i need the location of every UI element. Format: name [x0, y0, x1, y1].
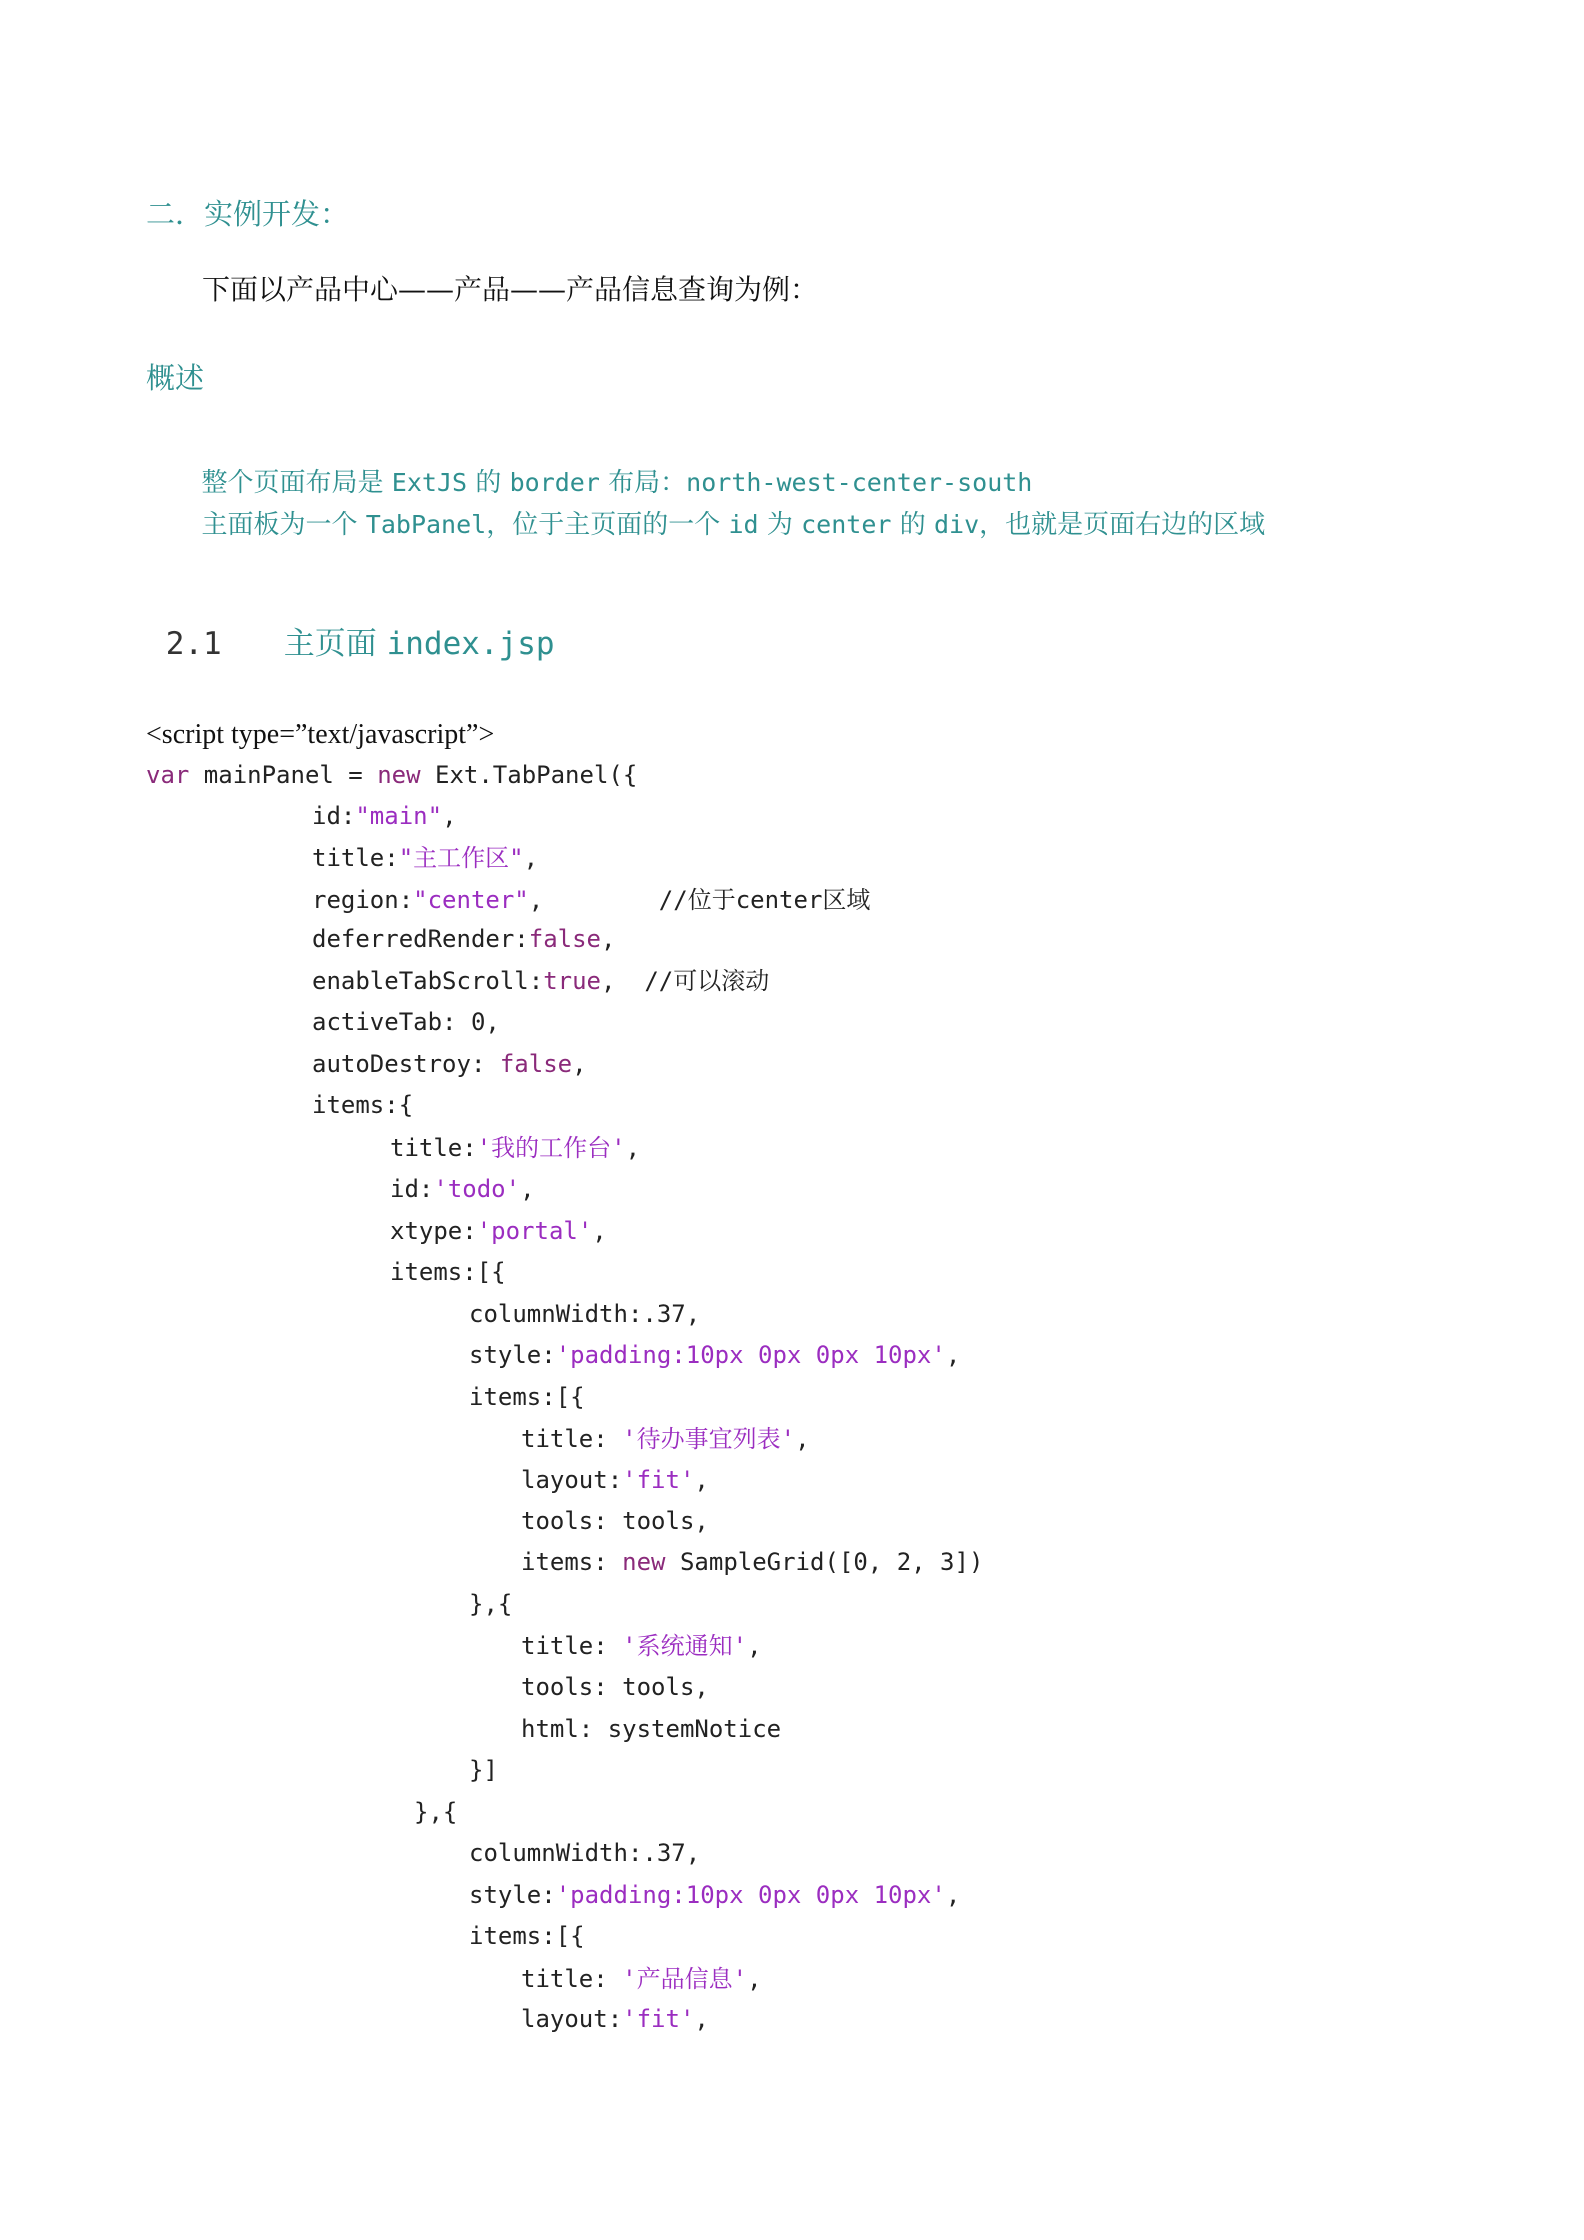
code-line [469, 1379, 585, 1415]
code-token: id: [390, 1175, 434, 1203]
code-string: "center" [413, 886, 529, 914]
code-token: columnWidth:.37, [469, 1839, 701, 1867]
code-line [521, 1669, 709, 1705]
script-open-tag: <script type=”text/javascript”> [146, 719, 495, 750]
code-keyword: true [543, 967, 601, 995]
code-token: title: [521, 1965, 623, 1993]
code-token: enableTabScroll: [312, 967, 544, 995]
overview-title: 概述 [146, 361, 205, 395]
code-token: },{ [469, 1590, 513, 1618]
code-token: , [528, 886, 659, 914]
code-line [521, 1544, 983, 1580]
code-token: , [592, 1217, 607, 1245]
code-keyword: new [377, 761, 421, 789]
code-line [521, 2001, 709, 2037]
code-token: , [625, 1134, 641, 1162]
code-line [312, 1087, 413, 1123]
section-heading: 二．实例开发： [146, 197, 350, 231]
code-line [312, 921, 615, 957]
overview-line-1: 整个页面布局是 ExtJS 的 border 布局：north-west-center-south [201, 468, 1033, 498]
code-string: 'padding:10px 0px 0px 10px' [555, 1341, 946, 1369]
code-line [521, 1503, 709, 1539]
code-token: , [945, 1881, 961, 1909]
code-comment: //可以滚动 [644, 967, 770, 995]
code-token: autoDestroy: [312, 1050, 500, 1078]
code-token: layout: [521, 2005, 623, 2033]
code-line [390, 1130, 640, 1166]
code-token: , [747, 1632, 762, 1660]
code-token: , [601, 925, 616, 953]
code-token: items: [521, 1548, 623, 1576]
code-line [521, 1462, 709, 1498]
code-token: deferredRender: [312, 925, 529, 953]
code-token: , [572, 1050, 587, 1078]
code-string: '待办事宜列表' [622, 1425, 796, 1453]
overview-line-2: 主面板为一个 TabPanel，位于主页面的一个 id 为 center 的 div，也就是页面右边的区域 [201, 510, 1266, 540]
code-token: , [747, 1965, 762, 1993]
code-token: items:[{ [469, 1922, 585, 1950]
code-token: },{ [414, 1798, 458, 1826]
code-line [469, 1296, 700, 1332]
code-line [521, 1628, 762, 1664]
code-token: tools: tools, [521, 1673, 709, 1701]
subsection-heading: 2.1 主页面 index.jsp [165, 626, 555, 662]
code-token: layout: [521, 1466, 623, 1494]
code-string: '我的工作台' [476, 1134, 626, 1162]
code-token: title: [521, 1425, 623, 1453]
code-string: 'padding:10px 0px 0px 10px' [555, 1881, 946, 1909]
code-string: 'portal' [476, 1217, 593, 1245]
code-line [469, 1752, 498, 1788]
code-token: , [694, 2005, 709, 2033]
code-token: , [520, 1175, 535, 1203]
code-token: items:{ [312, 1091, 414, 1119]
code-token: SampleGrid([0, 2, 3]) [665, 1548, 984, 1576]
code-string: "主工作区" [398, 844, 524, 872]
code-string: 'todo' [433, 1175, 521, 1203]
code-line [312, 1004, 500, 1040]
code-line [469, 1337, 960, 1373]
code-line [312, 882, 870, 918]
code-comment: //位于center区域 [658, 886, 871, 914]
code-line [469, 1586, 512, 1622]
code-token: , [694, 1466, 709, 1494]
code-token: items:[{ [469, 1383, 585, 1411]
code-token: , [795, 1425, 810, 1453]
code-line [521, 1961, 762, 1997]
code-keyword: false [528, 925, 601, 953]
intro-text: 下面以产品中心——产品——产品信息查询为例： [202, 273, 819, 306]
code-string: 'fit' [622, 2005, 695, 2033]
code-token: style: [469, 1881, 556, 1909]
code-line [312, 798, 457, 834]
code-line [469, 1835, 700, 1871]
code-line [390, 1171, 535, 1207]
code-keyword: new [622, 1548, 666, 1576]
code-token: columnWidth:.37, [469, 1300, 701, 1328]
code-token: title: [390, 1134, 477, 1162]
code-line [469, 1918, 585, 1954]
code-line [390, 1254, 506, 1290]
code-token: tools: tools, [521, 1507, 709, 1535]
code-token: , [442, 802, 457, 830]
code-string: '产品信息' [622, 1965, 748, 1993]
code-line [312, 840, 538, 876]
code-token: id: [312, 802, 356, 830]
code-token: title: [521, 1632, 623, 1660]
code-keyword: var [146, 761, 190, 789]
code-line [390, 1213, 607, 1249]
code-line [414, 1794, 457, 1830]
code-keyword: false [499, 1050, 573, 1078]
code-token: mainPanel = [189, 761, 378, 789]
code-string: '系统通知' [622, 1632, 748, 1660]
code-string: 'fit' [622, 1466, 695, 1494]
code-line [521, 1421, 810, 1457]
code-line [312, 1046, 587, 1082]
code-token: }] [469, 1756, 498, 1784]
code-token: title: [312, 844, 399, 872]
code-token: Ext.TabPanel({ [420, 761, 638, 789]
code-token: html: systemNotice [521, 1715, 782, 1743]
code-token: region: [312, 886, 414, 914]
code-token: items:[{ [390, 1258, 506, 1286]
code-token: , [945, 1341, 961, 1369]
code-token: , [523, 844, 539, 872]
code-token: activeTab: 0, [312, 1008, 500, 1036]
code-string: "main" [355, 802, 443, 830]
code-token: xtype: [390, 1217, 477, 1245]
code-token: , [600, 967, 645, 995]
code-line [312, 963, 769, 999]
code-line [146, 757, 637, 793]
code-line [521, 1711, 781, 1747]
code-line [469, 1877, 960, 1913]
code-token: style: [469, 1341, 556, 1369]
